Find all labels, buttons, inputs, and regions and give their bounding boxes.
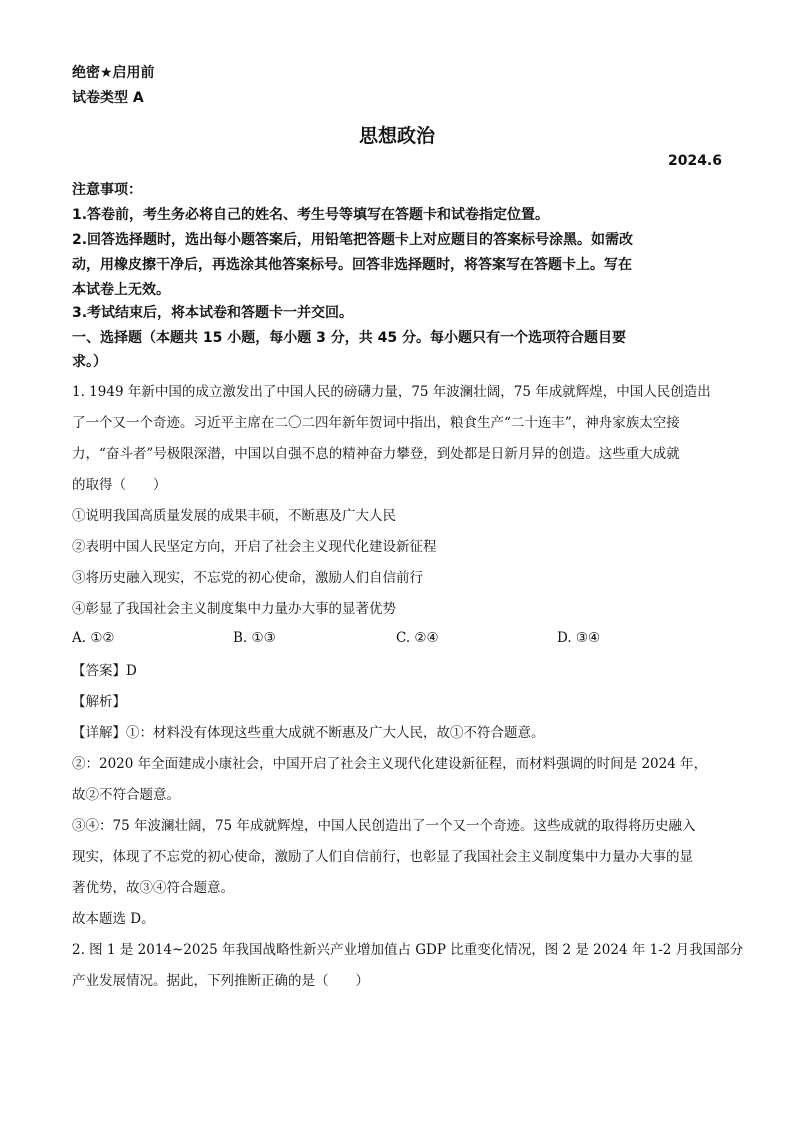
section-heading-line-2: 求。） — [72, 354, 107, 370]
q1-stem-line-3: 力，“奋斗者”号极限深潜，中国以自强不息的精神奋力攀登，到处都是日新月异的创造。这些重大成就 — [72, 446, 680, 462]
notes-item-2-line-3: 本试卷上无效。 — [72, 282, 170, 298]
q2-stem-line-1: 2. 图 1 是 2014~2025 年我国战略性新兴产业增加值占 GDP 比重变化情况，图 2 是 2024 年 1-2 月我国部分 — [72, 942, 744, 958]
paper-type-label: 试卷类型 A — [72, 90, 144, 106]
q1-statement-2: ②表明中国人民坚定方向，开启了社会主义现代化建设新征程 — [72, 539, 437, 555]
q1-statement-3: ③将历史融入现实，不忘党的初心使命，激励人们自信前行 — [72, 570, 423, 586]
q2-stem-line-2: 产业发展情况。据此，下列推断正确的是（ ） — [72, 973, 369, 989]
notes-item-1: 1.答卷前，考生务必将自己的姓名、考生号等填写在答题卡和试卷指定位置。 — [72, 207, 550, 223]
q1-option-a: A. ①② — [72, 630, 115, 646]
q1-detail-line-1: 【详解】①：材料没有体现这些重大成就不断惠及广大人民，故①不符合题意。 — [72, 725, 545, 741]
notes-item-3: 3.考试结束后，将本试卷和答题卡一并交回。 — [72, 305, 354, 321]
q1-stem-line-2: 了一个又一个奇迹。习近平主席在二〇二四年新年贺词中指出，粮食生产“二十连丰”，神舟家族太空接 — [72, 415, 680, 431]
q1-analysis-label: 【解析】 — [72, 694, 126, 710]
exam-date: 2024.6 — [667, 153, 722, 169]
notes-item-2-line-1: 2.回答选择题时，选出每小题答案后，用铅笔把答题卡上对应题目的答案标号涂黑。如需改 — [72, 232, 634, 248]
q1-stem-line-4: 的取得（ ） — [72, 477, 167, 493]
q1-answer: 【答案】D — [72, 663, 137, 679]
q1-detail-line-6: 著优势，故③④符合题意。 — [72, 880, 234, 896]
q1-stem-line-1: 1. 1949 年新中国的成立激发出了中国人民的磅礴力量，75 年波澜壮阔，75 年成就辉煌，中国人民创造出 — [72, 384, 711, 400]
q1-statement-4: ④彰显了我国社会主义制度集中力量办大事的显著优势 — [72, 601, 396, 617]
notes-item-2-line-2: 动，用橡皮擦干净后，再选涂其他答案标号。回答非选择题时，将答案写在答题卡上。写在 — [72, 257, 632, 273]
secret-label: 绝密★启用前 — [72, 65, 155, 81]
q1-conclusion: 故本题选 D。 — [72, 911, 155, 927]
page-title: 思想政治 — [358, 125, 435, 147]
notes-heading: 注意事项： — [72, 182, 142, 198]
q1-statement-1: ①说明我国高质量发展的成果丰硕，不断惠及广大人民 — [72, 508, 396, 524]
q1-detail-line-3: 故②不符合题意。 — [72, 787, 180, 803]
q1-option-c: C. ②④ — [396, 630, 439, 646]
q1-option-b: B. ①③ — [233, 630, 276, 646]
q1-option-d: D. ③④ — [557, 630, 601, 646]
q1-detail-line-4: ③④：75 年波澜壮阔，75 年成就辉煌，中国人民创造出了一个又一个奇迹。这些成就的取得将历史融入 — [72, 818, 696, 834]
q1-detail-line-5: 现实，体现了不忘党的初心使命，激励了人们自信前行，也彰显了我国社会主义制度集中力量办大事的显 — [72, 849, 693, 865]
section-heading-line-1: 一、选择题（本题共 15 小题，每小题 3 分，共 45 分。每小题只有一个选项符合题目要 — [72, 330, 626, 346]
q1-detail-line-2: ②：2020 年全面建成小康社会，中国开启了社会主义现代化建设新征程，而材料强调的时间是 2024 年， — [72, 756, 708, 772]
